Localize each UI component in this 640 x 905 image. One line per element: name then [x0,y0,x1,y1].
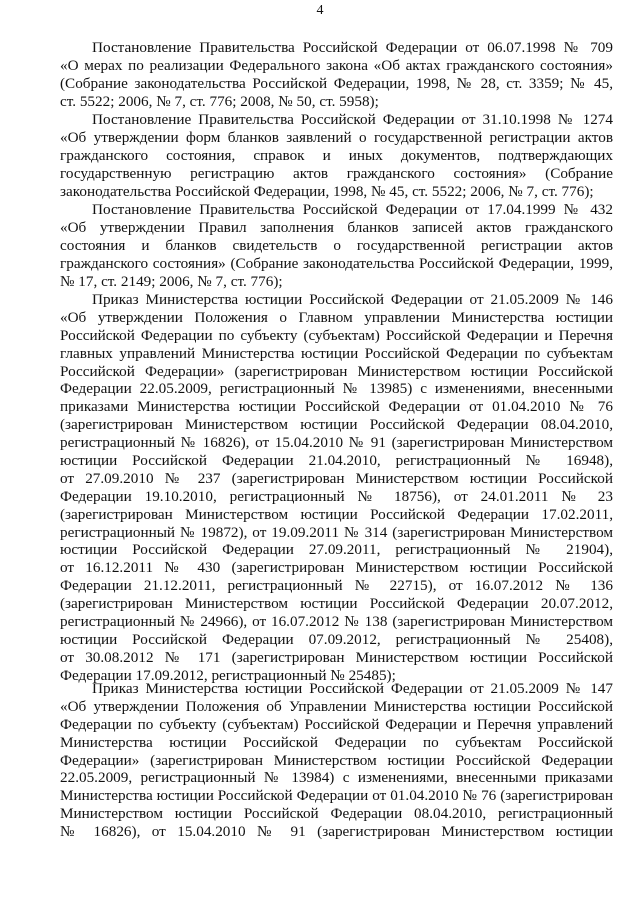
text-line: регистрационный № 19872), от 19.09.2011 № 314 (зарегистрирован Министерством [60,523,613,541]
text-line: от 27.09.2010 № 237 (зарегистрирован Министерством юстиции Российской [60,469,613,487]
text-line: регистрационный № 24966), от 16.07.2012 № 138 (зарегистрирован Министерством [60,613,613,631]
text-line: от 16.12.2011 № 430 (зарегистрирован Министерством юстиции Российской [60,559,613,577]
text-line: «Об утверждении Положения об Управлении Министерства юстиции Российской [60,697,613,715]
text-line: юстиции Российской Федерации 27.09.2011, регистрационный № 21904), [60,541,613,559]
text-line: «Об утверждении форм бланков заявлений о государственной регистрации актов [60,128,613,146]
text-line: (зарегистрирован Министерством юстиции Российской Федерации 08.04.2010, [60,416,613,434]
text-line: регистрационный № 16826), от 15.04.2010 № 91 (зарегистрирован Министерством [60,434,613,452]
text-line: (зарегистрирован Министерством юстиции Российской Федерации 17.02.2011, [60,505,613,523]
text-line: Приказ Министерства юстиции Российской Федерации от 21.05.2009 № 147 [92,680,613,697]
paragraph [60,111,613,200]
text-line: (Собрание законодательства Российской Федерации, 1998, № 28, ст. 3359; № 45, [60,74,613,92]
text-line: Федерации 17.09.2012, регистрационный № 25485); [60,666,396,684]
text-line: ст. 5522; 2006, № 7, ст. 776; 2008, № 50, ст. 5958); [60,92,379,110]
text-line: Постановление Правительства Российской Федерации от 17.04.1999 № 432 [92,201,613,218]
text-line: юстиции Российской Федерации 07.09.2012, регистрационный № 25408), [60,630,613,648]
text-line: № 16826), от 15.04.2010 № 91 (зарегистрирован Министерством юстиции [60,823,613,841]
text-line: Приказ Министерства юстиции Российской Федерации от 21.05.2009 № 146 [92,291,613,308]
text-line: № 17, ст. 2149; 2006, № 7, ст. 776); [60,272,283,290]
paragraph [60,39,613,111]
text-line: гражданского состояния, справок и иных документов, подтверждающих [60,146,613,164]
paragraph [60,291,613,685]
text-line: Постановление Правительства Российской Федерации от 06.07.1998 № 709 [92,39,613,56]
page-number: 4 [316,3,324,18]
text-line: Федерации 21.12.2011, регистрационный № 22715), от 16.07.2012 № 136 [60,577,613,595]
text-line: состояния и бланков свидетельств о государственной регистрации актов [60,236,613,254]
text-line: Федерации по субъекту (субъектам) Российской Федерации и Перечня управлений [60,715,613,733]
text-line: приказами Министерства юстиции Российской Федерации от 01.04.2010 № 76 [60,398,613,416]
text-line: «Об утверждении Правил заполнения бланков записей актов гражданского [60,218,613,236]
text-line: Федерации 19.10.2010, регистрационный № 18756), от 24.01.2011 № 23 [60,487,613,505]
text-line: 22.05.2009, регистрационный № 13984) с изменениями, внесенными приказами [60,769,613,787]
text-line: Министерством юстиции Российской Федерации 08.04.2010, регистрационный [60,805,613,823]
text-line: гражданского состояния» (Собрание законодательства Российской Федерации, 1999, [60,254,613,272]
text-line: «О мерах по реализации Федерального закона «Об актах гражданского состояния» [60,56,613,74]
paragraph [60,201,613,290]
text-line: (зарегистрирован Министерством юстиции Российской Федерации 20.07.2012, [60,595,613,613]
text-line: главных управлений Министерства юстиции Российской Федерации по субъектам [60,344,613,362]
text-line: государственную регистрацию актов гражданского состояния» (Собрание [60,164,613,182]
text-line: Российской Федерации» (зарегистрирован Министерством юстиции Российской [60,362,613,380]
text-line: Министерства юстиции Российской Федерации по субъектам Российской [60,733,613,751]
text-line: Федерации» (зарегистрирован Министерством юстиции Российской Федерации [60,751,613,769]
text-line: законодательства Российской Федерации, 1998, № 45, ст. 5522; 2006, № 7, ст. 776); [60,182,594,200]
text-line: Российской Федерации по субъекту (субъектам) Российской Федерации и Перечня [60,326,613,344]
text-line: «Об утверждении Положения о Главном управлении Министерства юстиции [60,308,613,326]
text-line: Федерации 22.05.2009, регистрационный № 13985) с изменениями, внесенными [60,380,613,398]
text-line: от 30.08.2012 № 171 (зарегистрирован Министерством юстиции Российской [60,648,613,666]
paragraph [60,680,613,841]
text-line: Постановление Правительства Российской Федерации от 31.10.1998 № 1274 [92,111,613,128]
text-line: юстиции Российской Федерации 21.04.2010, регистрационный № 16948), [60,452,613,470]
text-line: Министерства юстиции Российской Федерации от 01.04.2010 № 76 (зарегистрирован [60,787,613,805]
